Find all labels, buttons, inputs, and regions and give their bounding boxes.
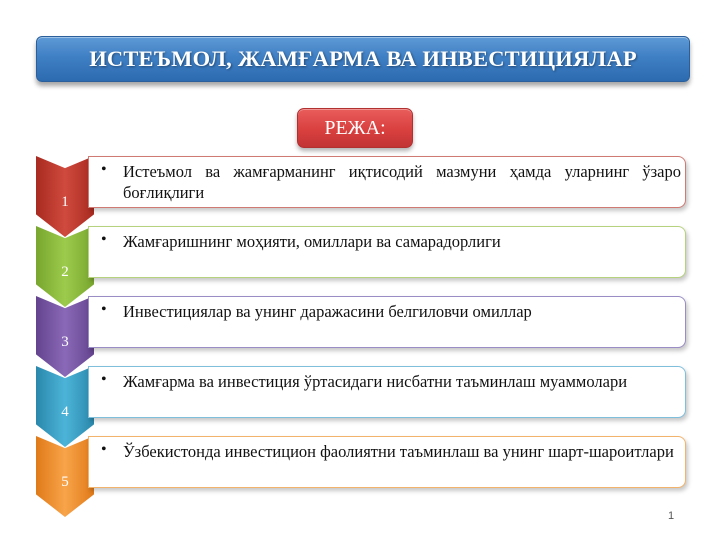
item-number: 1 (61, 194, 69, 210)
bullet-icon: • (101, 301, 107, 318)
item-text: Истеъмол ва жамғарманинг иқтисодий мазмуни ҳамда уларнинг ўзаро боғлиқлиги (123, 162, 681, 202)
bullet-icon: • (101, 441, 107, 458)
plan-label: РЕЖА: (324, 116, 386, 139)
plan-item-5 (36, 436, 688, 504)
plan-item-4 (36, 366, 688, 434)
title-bar (36, 36, 690, 82)
bullet-icon: • (101, 371, 107, 388)
item-text: Жамғарма ва инвестиция ўртасидаги нисбатни таъминлаш муаммолари (123, 372, 628, 391)
item-text: Инвестициялар ва унинг даражасини белгиловчи омиллар (123, 302, 532, 321)
bullet-icon: • (101, 161, 107, 178)
item-box (88, 296, 686, 348)
item-number: 4 (61, 404, 69, 420)
item-text: Жамғаришнинг моҳияти, омиллари ва самарадорлиги (123, 232, 501, 251)
item-number: 3 (61, 334, 69, 350)
item-number: 5 (61, 474, 69, 490)
plan-badge (297, 108, 413, 148)
item-box (88, 436, 686, 488)
page-number: 1 (668, 510, 675, 522)
plan-item-2 (36, 226, 688, 294)
item-text: Ўзбекистонда инвестицион фаолиятни таъминлаш ва унинг шарт-шароитлари (123, 442, 674, 461)
item-box (88, 226, 686, 278)
plan-item-3 (36, 296, 688, 364)
item-number: 2 (61, 264, 69, 280)
item-box (88, 366, 686, 418)
slide-title: ИСТЕЪМОЛ, ЖАМҒАРМА ВА ИНВЕСТИЦИЯЛАР (89, 46, 637, 71)
item-box (88, 156, 686, 208)
bullet-icon: • (101, 231, 107, 248)
plan-item-1 (36, 156, 688, 224)
